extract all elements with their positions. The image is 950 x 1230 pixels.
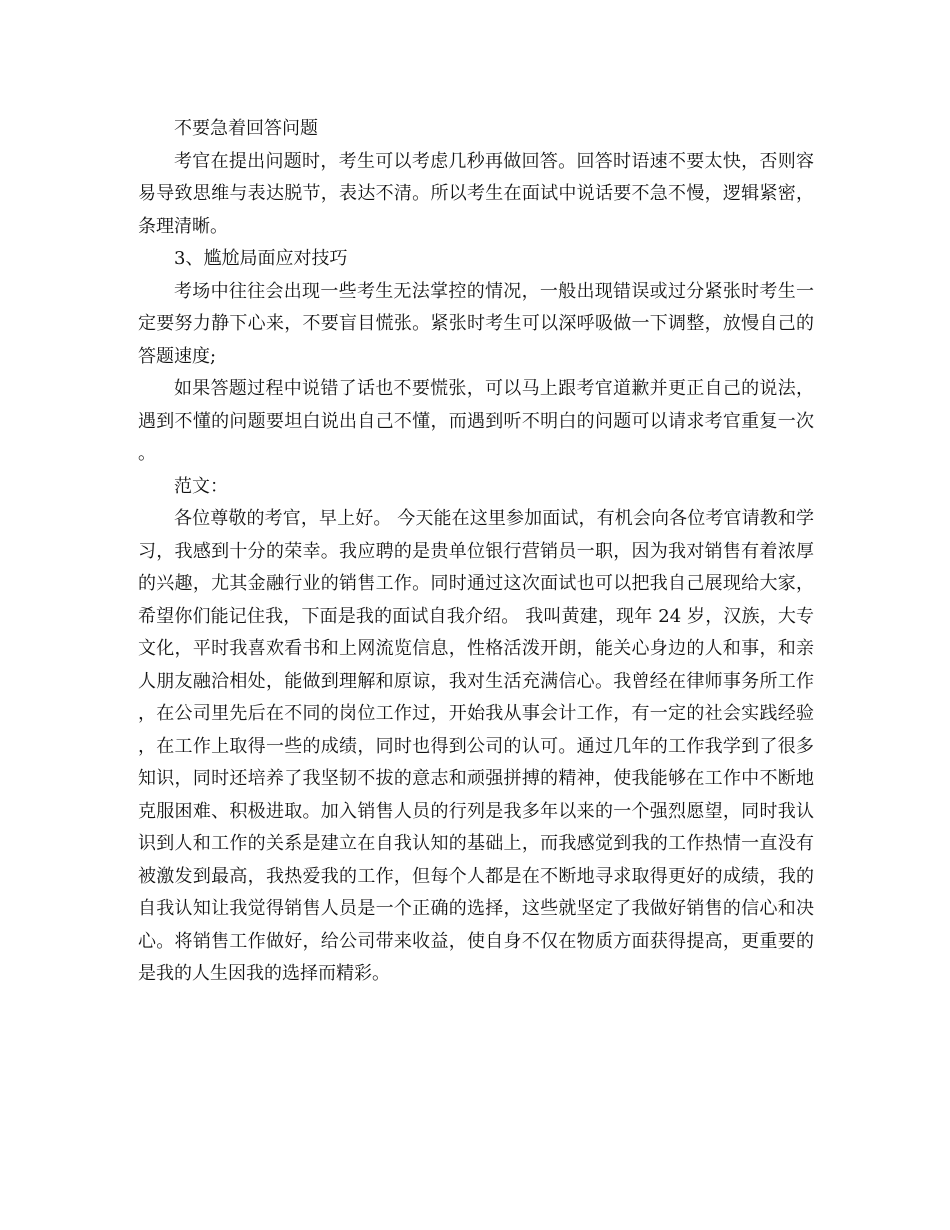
document-body: [138, 113, 814, 991]
paragraph-answer-pace: 考官在提出问题时，考生可以考虑几秒再做回答。回答时语速不要太快，否则容易导致思维与表达脱节，表达不清。所以考生在面试中说话要不急不慢，逻辑紧密，条理清晰。: [138, 150, 814, 237]
heading-awkward-situations: 3、尴尬局面应对技巧: [174, 248, 348, 269]
paragraph-apologize-correct: 如果答题过程中说错了话也不要慌张，可以马上跟考官道歉并更正自己的说法，遇到不懂的问题要坦白说出自己不懂，而遇到听不明白的问题可以请求考官重复一次。: [138, 378, 814, 464]
paragraph-sample-self-introduction: 各位尊敬的考官，早上好。 今天能在这里参加面试，有机会向各位考官请教和学习，我感到十分的荣幸。我应聘的是贵单位银行营销员一职，因为我对销售有着浓厚的兴趣，尤其金融行业的销售工作。同时通过这次面试也可以把我自己展现给大家，希望你们能记住我，下面是我的面试自我介绍。 我叫黄建，现年 24 岁，汉族，大专文化，平时我喜欢看书和上网流览信息，性格活泼开朗，能关心身边的人和事，和亲人朋友融洽相处，能做到理解和原谅，我对生活充满信心。我曾经在律师事务所工作，在公司里先后在不同的岗位工作过，开始我从事会计工作，有一定的社会实践经验，在工作上取得一些的成绩，同时也得到公司的认可。通过几年的工作我学到了很多知识，同时还培养了我坚韧不拔的意志和顽强拼搏的精神，使我能够在工作中不断地克服困难、积极进取。加入销售人员的行列是我多年以来的一个强烈愿望，同时我认识到人和工作的关系是建立在自我认知的基础上，而我感觉到我的工作热情一直没有被激发到最高，我热爱我的工作，但每个人都是在不断地寻求取得更好的成绩，我的自我认知让我觉得销售人员是一个正确的选择，这些就坚定了我做好销售的信心和决心。将销售工作做好，给公司带来收益，使自身不仅在物质方面获得提高，更重要的是我的人生因我的选择而精彩。: [138, 508, 814, 984]
heading-sample-text: 范文：: [174, 475, 228, 497]
heading-dont-rush-answer: 不要急着回答问题: [174, 118, 318, 139]
paragraph-stay-calm: 考场中往往会出现一些考生无法掌控的情况，一般出现错误或过分紧张时考生一定要努力静下心来，不要盲目慌张。紧张时考生可以深呼吸做一下调整，放慢自己的答题速度;: [138, 280, 814, 367]
